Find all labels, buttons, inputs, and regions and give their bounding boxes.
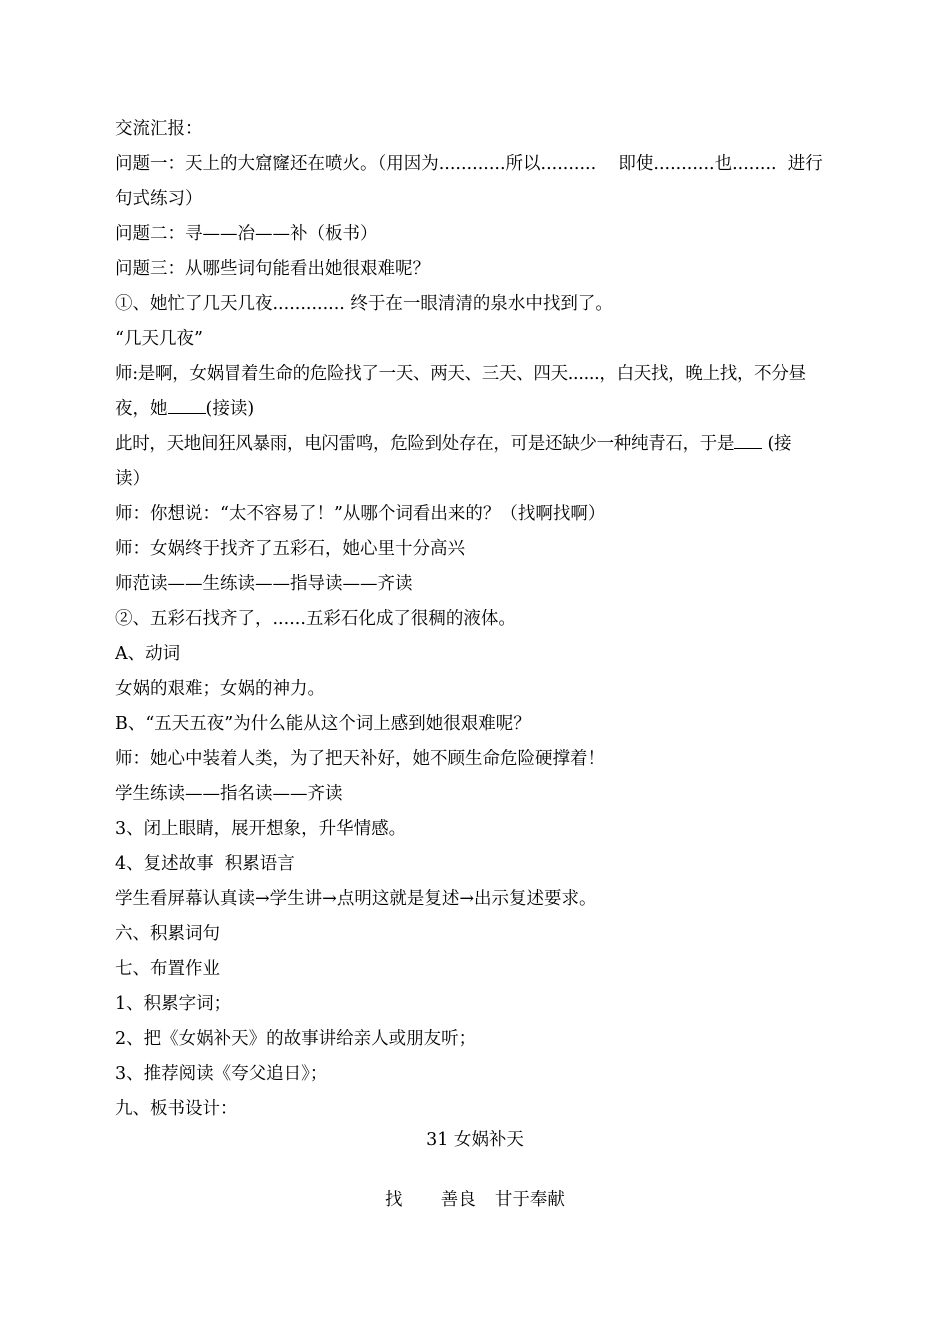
blank-underline: [168, 394, 206, 414]
text-line: 3、推荐阅读《夸父追日》；: [115, 1064, 328, 1084]
text-fragment: (接读): [205, 399, 255, 419]
text-line: “几天几夜”: [115, 329, 203, 349]
text-line: 读）: [115, 469, 150, 489]
text-line: 学生看屏幕认真读→学生讲→点明这就是复述→出示复述要求。: [115, 889, 597, 909]
text-fragment: 夜，她: [115, 399, 168, 419]
text-line: 七、布置作业: [115, 959, 220, 979]
text-line: 句式练习）: [115, 189, 203, 209]
text-line: ②、五彩石找齐了，......五彩石化成了很稠的液体。: [115, 609, 516, 629]
text-line: 4、复述故事 积累语言: [115, 854, 295, 874]
text-fragment: 此时，天地间狂风暴雨，电闪雷鸣，危险到处存在，可是还缺少一种纯青石，于是: [115, 434, 735, 454]
board-words: 找 善良 甘于奉献: [385, 1190, 565, 1210]
document-body: [115, 112, 840, 1127]
text-line: 问题一：天上的大窟窿还在喷火。（用因为............所以.......... 即使...........也........ 进行: [115, 154, 823, 174]
text-line: 六、积累词句: [115, 924, 220, 944]
text-line: 师：她心中装着人类，为了把天补好，她不顾生命危险硬撑着！: [115, 749, 605, 769]
text-line: 学生练读——指名读——齐读: [115, 784, 343, 804]
board-title: 31 女娲补天: [426, 1130, 524, 1150]
text-line: 师：女娲终于找齐了五彩石，她心里十分高兴: [115, 539, 465, 559]
text-line: 师：你想说：“太不容易了！”从哪个词看出来的？（找啊找啊）: [115, 504, 606, 524]
text-line: 师范读——生练读——指导读——齐读: [115, 574, 413, 594]
blank-underline: [734, 429, 762, 449]
text-line: 九、板书设计：: [115, 1099, 238, 1119]
text-line: [115, 427, 840, 462]
text-line: 3、闭上眼睛，展开想象，升华情感。: [115, 819, 407, 839]
text-line: A、动词: [115, 644, 181, 664]
text-line: B、“五天五夜”为什么能从这个词上感到她很艰难呢？: [115, 714, 531, 734]
text-line: 问题三：从哪些词句能看出她很艰难呢？: [115, 259, 430, 279]
text-line: 交流汇报：: [115, 119, 203, 139]
text-line: 师:是啊，女娲冒着生命的危险找了一天、两天、三天、四天......，白天找，晚上找，不分昼: [115, 364, 806, 384]
text-fragment: (接: [762, 434, 792, 454]
text-line: [115, 392, 840, 427]
text-line: 2、把《女娲补天》的故事讲给亲人或朋友听；: [115, 1029, 477, 1049]
text-line: 问题二：寻——冶——补（板书）: [115, 224, 378, 244]
text-line: 1、积累字词；: [115, 994, 232, 1014]
text-line: 女娲的艰难；女娲的神力。: [115, 679, 325, 699]
text-line: ①、她忙了几天几夜............. 终于在一眼清清的泉水中找到了。: [115, 294, 613, 314]
